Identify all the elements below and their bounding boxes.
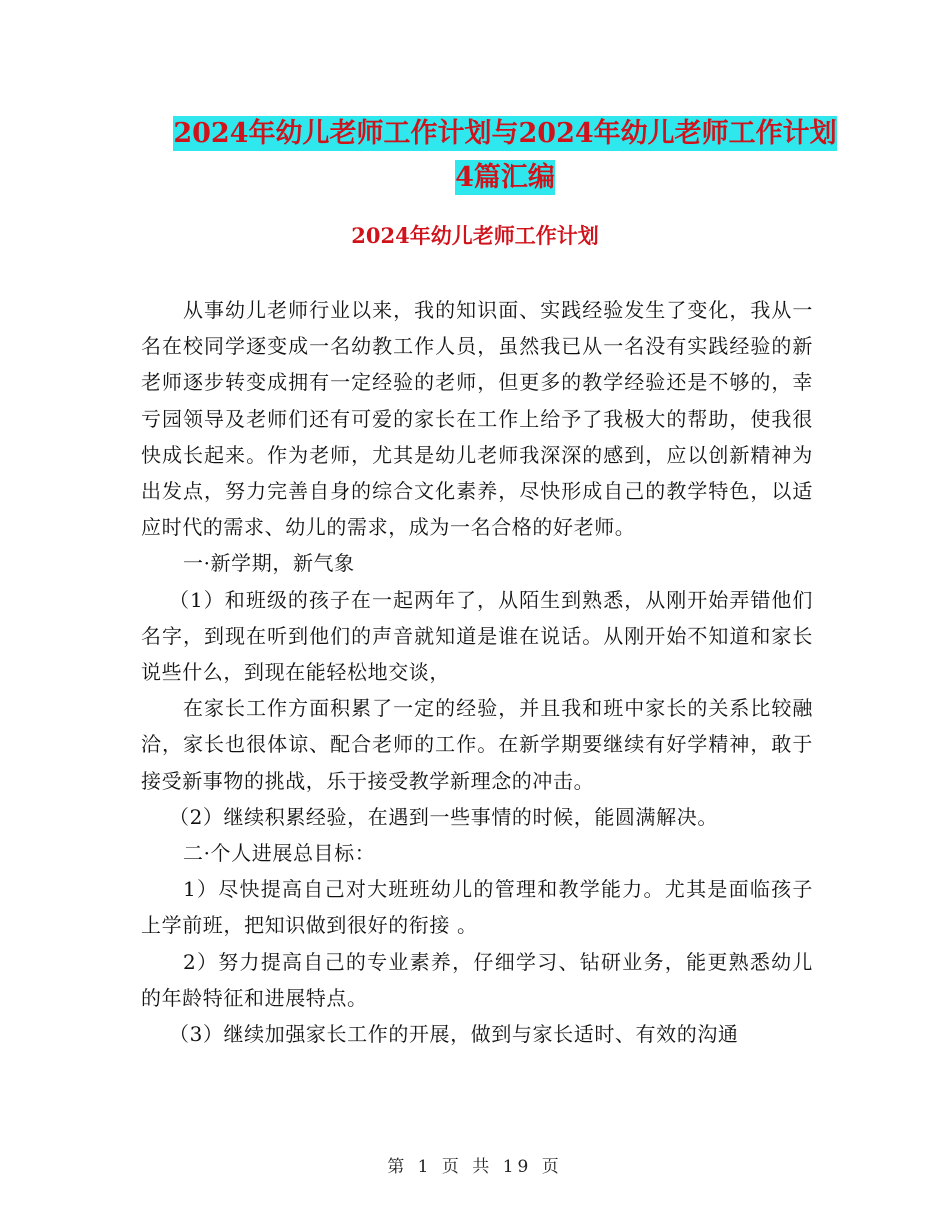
paragraph: 从事幼儿老师行业以来，我的知识面、实践经验发生了变化，我从一名在校同学逐变成一名幼教工作人员，虽然我已从一名没有实践经验的新老师逐步转变成拥有一定经验的老师，但更多的教学经验还是不够的，幸亏园领导及老师们还有可爱的家长在工作上给予了我极大的帮助，使我很快成长起来。作为老师，尤其是幼儿老师我深深的感到，应以创新精神为出发点，努力完善自身的综合文化素养，尽快形成自己的教学特色，以适应时代的需求、幼儿的需求，成为一名合格的好老师。 bbox=[141, 298, 813, 540]
section-title: 2024年幼儿老师工作计划 bbox=[351, 223, 599, 248]
paragraph: 2）努力提高自己的专业素养，仔细学习、钻研业务，能更熟悉幼儿的年龄特征和进展特点。 bbox=[141, 949, 813, 1010]
document-title bbox=[100, 112, 910, 200]
paragraph-heading: 一·新学期，新气象 bbox=[183, 551, 355, 576]
paragraph: 在家长工作方面积累了一定的经验，并且我和班中家长的关系比较融洽，家长也很体谅、配合老师的工作。在新学期要继续有好学精神，敢于接受新事物的挑战，乐于接受教学新理念的冲击。 bbox=[141, 696, 813, 793]
paragraph: 1）尽快提高自己对大班班幼儿的管理和教学能力。尤其是面临孩子上学前班，把知识做到很好的衔接 。 bbox=[141, 877, 813, 938]
document-body bbox=[141, 292, 813, 1052]
paragraph-heading: 二·个人进展总目标： bbox=[183, 841, 376, 866]
page-number-footer: 第 1 页 共 19 页 bbox=[387, 1157, 563, 1177]
paragraph: （2）继续积累经验，在遇到一些事情的时候，能圆满解决。 bbox=[169, 804, 718, 829]
title-line-2: 4篇汇编 bbox=[455, 162, 555, 193]
paragraph: （1）和班级的孩子在一起两年了，从陌生到熟悉，从刚开始弄错他们名字，到现在听到他们的声音就知道是谁在说话。从刚开始不知道和家长说些什么，到现在能轻松地交谈， bbox=[141, 587, 813, 685]
title-line-1: 2024年幼儿老师工作计划与2024年幼儿老师工作计划 bbox=[173, 118, 837, 149]
paragraph: （3）继续加强家长工作的开展，做到与家长适时、有效的沟通 bbox=[169, 1022, 739, 1047]
